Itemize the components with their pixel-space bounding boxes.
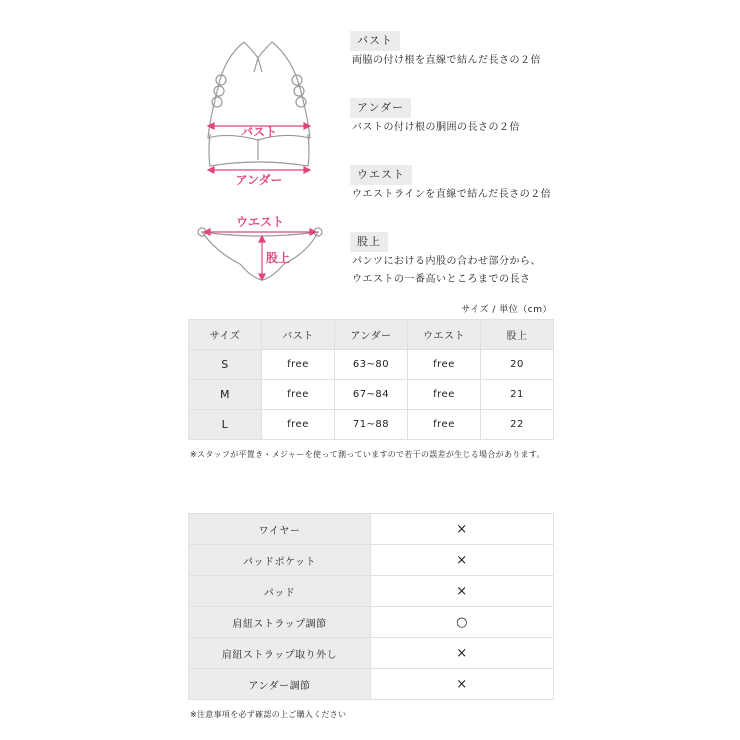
- feature-value: ○: [371, 607, 554, 638]
- waist-cell: free: [408, 380, 481, 410]
- feature-value: ×: [371, 638, 554, 669]
- bust-cell: free: [262, 410, 335, 440]
- size-unit-note: サイズ / 単位（cm）: [461, 305, 552, 315]
- rise-cell: 21: [481, 380, 554, 410]
- rise-arrow: [259, 236, 265, 280]
- bust-diagram-label: バスト: [240, 125, 278, 139]
- table-row: [189, 380, 554, 410]
- table-row: [189, 350, 554, 380]
- feature-footnote: ※注意事項を必ず確認の上ご購入ください: [190, 710, 347, 719]
- feature-label: パッド: [189, 576, 371, 607]
- table-row: [189, 410, 554, 440]
- size-footnote: ※スタッフが平置き・メジャーを使って測っていますので若干の誤差が生じる場合があります。: [190, 450, 545, 459]
- table-row: [189, 576, 554, 607]
- bust-cell: free: [262, 380, 335, 410]
- bikini-top-outline: [208, 42, 310, 166]
- rise-desc-line1: パンツにおける内股の合わせ部分から、: [352, 256, 541, 267]
- under-diagram-label: アンダー: [235, 173, 283, 187]
- waist-desc: ウエストラインを直線で結んだ長さの２倍: [352, 189, 552, 200]
- rise-desc-line2: ウエストの一番高いところまでの長さ: [352, 274, 531, 285]
- header-under: アンダー: [335, 320, 408, 350]
- rise-cell: 20: [481, 350, 554, 380]
- table-row: [189, 545, 554, 576]
- under-desc: バストの付け根の胴囲の長さの２倍: [352, 122, 520, 133]
- feature-value: ×: [371, 576, 554, 607]
- header-size: サイズ: [189, 320, 262, 350]
- feature-label: パッドポケット: [189, 545, 371, 576]
- feature-value: ×: [371, 669, 554, 700]
- feature-value: ×: [371, 545, 554, 576]
- table-row: [189, 638, 554, 669]
- table-row: [189, 514, 554, 545]
- rise-diagram-label: 股上: [265, 251, 291, 265]
- waist-cell: free: [408, 350, 481, 380]
- under-cell: 63~80: [335, 350, 408, 380]
- size-table-header: [189, 320, 554, 350]
- feature-label: ワイヤー: [189, 514, 371, 545]
- header-rise: 股上: [481, 320, 554, 350]
- bust-desc: 両脇の付け根を直線で結んだ長さの２倍: [352, 55, 541, 66]
- under-cell: 71~88: [335, 410, 408, 440]
- size-table: [188, 319, 554, 440]
- bust-title: バスト: [350, 31, 400, 51]
- under-title: アンダー: [350, 98, 411, 118]
- size-cell: S: [189, 350, 262, 380]
- waist-diagram-label: ウエスト: [235, 215, 285, 229]
- feature-value: ×: [371, 514, 554, 545]
- size-cell: L: [189, 410, 262, 440]
- table-row: [189, 607, 554, 638]
- waist-title: ウエスト: [350, 165, 412, 185]
- table-row: [189, 669, 554, 700]
- bust-cell: free: [262, 350, 335, 380]
- rise-title: 股上: [350, 232, 388, 252]
- feature-label: 肩紐ストラップ取り外し: [189, 638, 371, 669]
- header-bust: バスト: [262, 320, 335, 350]
- feature-label: アンダー調節: [189, 669, 371, 700]
- rise-cell: 22: [481, 410, 554, 440]
- under-cell: 67~84: [335, 380, 408, 410]
- bikini-diagram: [188, 28, 338, 298]
- waist-cell: free: [408, 410, 481, 440]
- header-waist: ウエスト: [408, 320, 481, 350]
- bikini-bottom-outline: [198, 228, 322, 280]
- size-cell: M: [189, 380, 262, 410]
- feature-table: [188, 513, 554, 700]
- feature-label: 肩紐ストラップ調節: [189, 607, 371, 638]
